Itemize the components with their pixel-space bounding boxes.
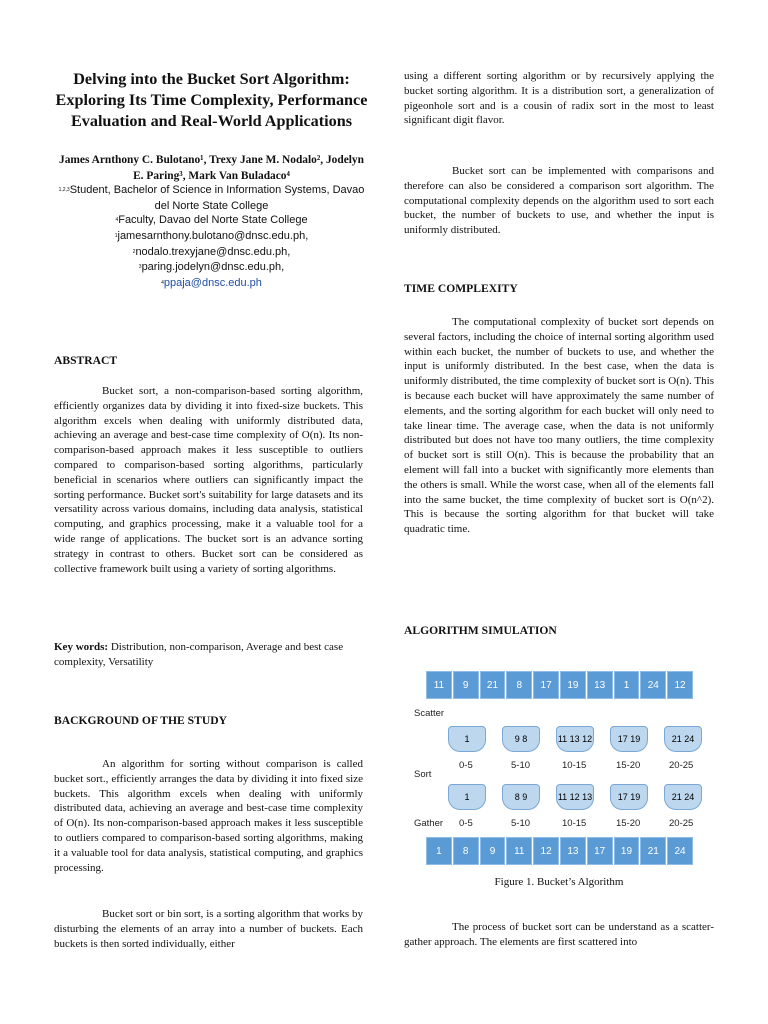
input-cell: 11 [426,671,452,699]
scatter-bucket: 17 19 [610,726,648,752]
scatter-label: Scatter [414,708,445,719]
right-paragraph-1: using a different sorting algorithm or by recursively applying the bucket sorting algorithm. It is a distribution sort, a generalization of pigeonhole sort and is a cousin of radix sort in the most to least significant digit flavor. [404,70,714,127]
input-cell: 12 [667,671,693,699]
abstract-text: Bucket sort, a non-comparison-based sorting algorithm, efficiently organizes data by dividing it into fixed-size buckets. This algorithm excels when dealing with uniformly distributed data, achieving an average and best-case time complexity of O(n). Its non-comparison-based approach makes it less susceptible to outliers compared to comparison-based sorting algorithms, particularly beneficial in scenarios where outliers can significantly impact the sorting performance. Bucket sort's suitability for large datasets and its versatility across various domains, including data analysis, statistical computing, and graphics processing, make it a valuable tool for a wide range of applications. The bucket sort is an advance sorting strategy in contrast to others. Bucket sort can be considered as collective framework built using a variety of sorting algorithms. [54,385,363,575]
input-cell: 24 [640,671,666,699]
output-cell: 21 [640,837,666,865]
keywords [54,640,363,670]
range-label: 10-15 [562,760,587,771]
gather-label: Gather [414,818,444,829]
process-paragraph: The process of bucket sort can be understand as a scatter-gather approach. The elements are first scattered into [404,921,714,948]
output-cell: 13 [560,837,586,865]
scatter-bucket: 21 24 [664,726,702,752]
output-cell: 9 [480,837,506,865]
output-cell: 12 [533,837,559,865]
range-label: 15-20 [616,760,641,771]
background-paragraph-2: Bucket sort or bin sort, is a sorting algorithm that works by disturbing the elements of an array into a number of buckets. Each buckets is then sorted individually, either [54,908,363,950]
output-cell: 24 [667,837,693,865]
author-list: James Arnthony C. Bulotano¹, Trexy Jane M. Nodalo², Jodelyn E. Paring³, Mark Van Buladaco⁴ [59,154,364,182]
background-paragraph-1: An algorithm for sorting without comparison is called bucket sort., efficiently arranges the data by dividing it into fixed size buckets. This algorithm excels when dealing with uniformly distributed data, achieving an average and best-case time complexity of O(n). Its non-comparison-based approach makes it less susceptible to outliers compared to comparison-based sorting algorithms, making it a valuable tool for data analysis, statistical computing, and graphics processing. [54,758,363,874]
range-label: 20-25 [669,760,694,771]
output-cell: 17 [587,837,613,865]
affiliation-student: $^{1,2,3}$Student, Bachelor of Science in Information Systems, Davao del Norte State College [58,184,365,212]
email-list [54,229,369,291]
range-label: 20-25 [669,818,694,829]
time-complexity-heading: TIME COMPLEXITY [404,282,518,295]
email-4[interactable]: $^4$ppaja@dnsc.edu.ph [161,276,262,289]
output-cell: 8 [453,837,479,865]
keywords-text: Distribution, non-comparison, Average and best case complexity, Versatility [54,641,344,668]
output-array [426,837,693,865]
gather-bucket: 17 19 [610,784,648,810]
gather-bucket: 11 12 13 [556,784,594,810]
right-paragraph-2: Bucket sort can be implemented with comparisons and therefore can also be considered a comparison sort algorithm. The computational complexity depends on the algorithm used to sort each bucket, the number of buckets to use, and whether the input is uniformly distributed. [404,165,714,237]
input-cell: 1 [614,671,640,699]
bucket-sort-figure [404,666,726,906]
input-cell: 13 [587,671,613,699]
range-label: 10-15 [562,818,587,829]
figure-caption: Figure 1. Bucket’s Algorithm [494,876,624,888]
range-label: 0-5 [459,760,473,771]
range-label: 15-20 [616,818,641,829]
scatter-bucket: 9 8 [502,726,540,752]
gather-bucket: 21 24 [664,784,702,810]
keywords-label: Key words: [54,641,109,653]
gather-bucket: 8 9 [502,784,540,810]
sort-label: Sort [414,769,432,780]
input-cell: 8 [506,671,532,699]
simulation-heading: ALGORITHM SIMULATION [404,624,557,637]
abstract-heading: ABSTRACT [54,354,118,367]
output-cell: 1 [426,837,452,865]
affiliation-faculty: $^4$Faculty, Davao del Norte State College [115,214,308,226]
time-complexity-text: The computational complexity of bucket sort depends on several factors, including the choice of internal sorting algorithm used within each bucket, the number of buckets to use, and whether the input is uniformly distributed. In the best case, when the data is uniformly distributed, the time complexity of bucket sort is O(n). This is because each bucket will have approximately the same number of elements, and the sorting algorithm for each bucket will only need to take linear time. The average case, when the data is not uniformly distributed but does not have too many outliers, the time complexity of bucket sort is still O(n). This is because the probability that an element will fall into a bucket with significantly more elements than the others is small. While the worst case, when all of the elements fall into the same bucket, the time complexity of bucket sort is O(n^2). This is because the sorting algorithm for that bucket will take quadratic time. [404,316,714,536]
email-1[interactable]: $^1$jamesarnthony.bulotano@dnsc.edu.ph, [114,230,309,242]
output-cell: 19 [614,837,640,865]
input-array [426,671,693,699]
input-cell: 17 [533,671,559,699]
output-cell: 11 [506,837,532,865]
range-label: 5-10 [511,818,531,829]
paper-title: Delving into the Bucket Sort Algorithm: Exploring Its Time Complexity, Performance Evaluation and Real-World Applications [55,70,368,130]
scatter-bucket: 11 13 12 [556,726,594,752]
input-cell: 21 [480,671,506,699]
affiliation-student-text: Student, Bachelor of Science in Information Systems, Davao del Norte State College [69,184,365,212]
email-3[interactable]: $^3$paring.jodelyn@dnsc.edu.ph, [138,261,285,274]
email-2[interactable]: $^2$nodalo.trexyjane@dnsc.edu.ph, [132,245,291,258]
range-label: 0-5 [459,818,473,829]
range-label: 5-10 [511,760,531,771]
affiliation-faculty-text: Faculty, Davao del Norte State College [118,214,308,226]
input-cell: 19 [560,671,586,699]
background-heading: BACKGROUND OF THE STUDY [54,714,227,727]
scatter-bucket: 1 [448,726,486,752]
input-cell: 9 [453,671,479,699]
gather-bucket: 1 [448,784,486,810]
